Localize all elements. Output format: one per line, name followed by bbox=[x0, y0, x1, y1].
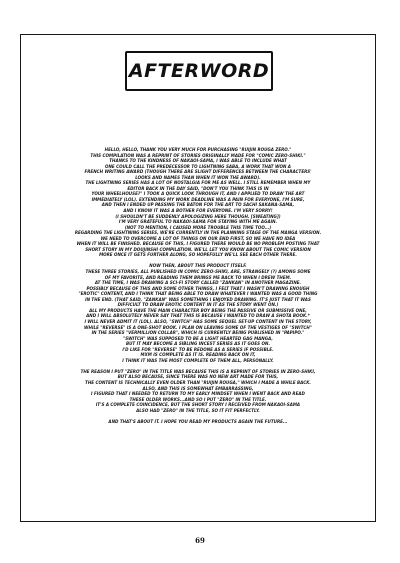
page-number: 69 bbox=[195, 536, 205, 545]
page-title: AFTERWORD bbox=[128, 60, 270, 82]
afterword-text bbox=[29, 147, 367, 424]
paragraph-closing: AND THAT'S ABOUT IT. I HOPE YOU READ MY PRODUCTS AGAIN THE FUTURE... bbox=[108, 418, 288, 424]
title-box bbox=[125, 51, 273, 91]
paragraph-product: NOW THEN, ABOUT THIS PRODUCT ITSELF. THESE THREE STORIES, ALL PUBLISHED IN COMIC ZERO-SHIKI, ARE, STRANGELY (?) AMONG SOME OF MY FAVORITE, AND READING THEM BRINGS ME BACK TO WHEN I DREW THEM. AT THE TIME, I WAS DRAWING A SCI-FI STORY CALLED "ZANKAN" IN ANOTHER MAGAZINE. POSSIBLY BECAUSE OF THIS AND SOME OTHER THINGS, I FELT THAT I WASN'T DRAWING ENOUGH "EROTIC" CONTENT, AND I THINK THAT BEING ABLE TO DRAW WHATEVER I WANTED WAS A GOOD THING IN THE END. (THAT SAID, "ZANKAN" WAS SOMETHING I ENJOYED DRAWING. IT'S JUST THAT IT WAS DIFFICULT TO DRAW EROTIC CONTENT IN IT AS THE STORY WENT ON.) ALL MY PRODUCTS HAVE THE MAIN CHARACTER BOY BEING THE PASSIVE OR SUBMISSIVE ONE, AND I WILL ABSOLUTELY NEVER SAY THAT THIS IS BECAUSE I WANTED TO DRAW A SHOTA BOOK.* I WILL NEVER ADMIT IT (LOL). ALSO, "SWITCH" HAS SOME SEQUEL SET-UP CONTENT IN THE STORY, WHILE "REVERSE" IS A ONE-SHOT BOOK. I PLAN ON LEAVING SOME OF THE VESTIGES OF "SWITCH" IN THE SERIES "VERMILLION COLLAR", WHICH IS CURRENTLY BEING PUBLISHED IN "PAPIPO." "SWITCH" WAS SUPPOSED TO BE A LIGHT HEARTED GAG MANGA, BUT IT MAY BECOME A SIBLING INCEST SERIES AS IT GOES ON. I'D LIKE FOR "REVERSE" TO BE REDONE AS A SERIES IF POSSIBLE. MXM IS COMPLETE AS IT IS. READING BACK ON IT, I THINK IT WAS THE MOST COMPLETE OF THEM ALL, PERSONALLY. bbox=[78, 263, 318, 363]
page-frame bbox=[20, 34, 376, 522]
paragraph-intro: HELLO, HELLO, THANK YOU VERY MUCH FOR PURCHASING "RUIJIN ROUGA ZERO." THIS COMPILATION WAS A REPRINT OF STORIES ORIGINALLY MADE FOR "COMIC ZERO-SHIKI." THANKS TO THE KINDNESS OF NAKAOI-SAMA, I WAS ABLE TO INCLUDE WHAT ONE COULD CALL THE PREDECESSOR TO LIGHTNING SABA, A WORK THAT WON A FRENCH WRITING AWARD (THOUGH THERE ARE SLIGHT DIFFERENCES BETWEEN THE CHARACTERS' LOOKS AND NAMES THAN WHEN IT WON THE AWARD). THE LIGHTNING SERIES HAS A LOT OF NOSTALGIA FOR ME AS WELL. I STILL REMEMBER WHEN MY EDITOR BACK IN THE DAY SAID, "DON'T YOU THINK THIS IS IN YOUR WHEELHOUSE?" I TOOK A QUICK LOOK THROUGH IT, AND I APPLIED TO DRAW THE ART IMMEDIATELY (LOL). EXTENDING MY WORK DEADLINE WAS A PAIN FOR EVERYONE, I'M SURE, AND THEN I ENDED UP PASSING THE BATON FOR THE ART TO SACHI SAKANA-SAMA, AND I KNOW IT WAS A BOTHER FOR EVERYONE. I'M VERY SORRY! (I SHOULDN'T BE SUDDENLY APOLOGIZING HERE THOUGH. [SWEATING]) I'M VERY GRATEFUL TO NAKAOI-SAMA FOR STAYING WITH ME AGAIN. (NOT TO MENTION, I CAUSED MORE TROUBLE THIS TIME TOO...) REGARDING THE LIGHTNING SERIES, WE'RE CURRENTLY IN THE PLANNING STAGE OF THE MANGA VERSION. WE NEED TO OVERCOME A LOT OF THINGS ON OUR END FIRST, SO WE HAVE NO IDEA WHEN IT WILL BE FINISHED. BECAUSE OF THIS, I FIGURED THERE WOULD BE NO PROBLEM POSTING THAT SHORT STORY IN MY DOUJINSHI COMPILATION. WE'LL LET YOU KNOW ABOUT THE COMIC VERSION MORE ONCE IT GETS FURTHER ALONG, SO HOPEFULLY WE'LL SEE EACH OTHER THERE. bbox=[74, 147, 322, 258]
paragraph-title-reason: THE REASON I PUT "ZERO" IN THE TITLE WAS BECAUSE THIS IS A REPRINT OF STORIES IN ZERO-SHIKI, BUT ALSO BECAUSE, SINCE THERE WAS NO NEW ART MADE FOR THIS, THE CONTENT IS TECHNICALLY EVEN OLDER THAN "RUIJIN ROUGA," WHICH I MADE A WHILE BACK. ALSO, AND THIS IS SOMEWHAT EMBARRASSING, I FIGURED THAT I NEEDED TO RETURN TO MY EARLY MINDSET WHEN I WENT BACK AND READ THESE OLDER WORKS...AND SO I PUT "ZERO" IN THE TITLE. IT'S A COMPLETE COINCIDENCE, BUT THE SHORT STORY I RECEIVED FROM NAKAOI-SAMA ALSO HAD "ZERO" IN THE TITLE, SO IT FIT PERFECTLY. bbox=[80, 368, 316, 413]
